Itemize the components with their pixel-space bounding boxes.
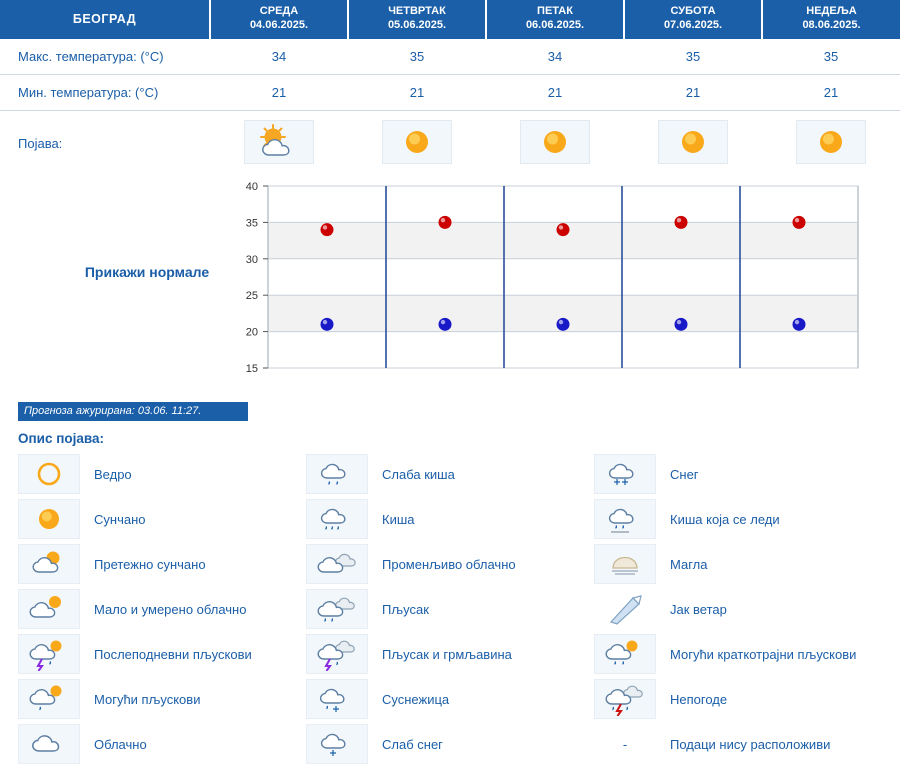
snow-icon (594, 454, 656, 494)
legend-label: Непогоде (670, 691, 728, 707)
max-temp-value: 34 (271, 48, 287, 64)
light-rain-icon (306, 454, 368, 494)
legend-label: Слаба киша (382, 466, 455, 482)
day-date: 06.06.2025. (525, 18, 585, 31)
phenomenon-cell-3 (624, 110, 762, 176)
few-moderate-clouds-icon (18, 589, 80, 629)
legend-label: Претежно сунчано (94, 556, 206, 572)
day-name: ПЕТАК (537, 5, 573, 17)
legend-item-possible-showers (18, 677, 306, 722)
legend-title: Опис појава: (18, 430, 104, 446)
svg-text:30: 30 (245, 253, 258, 266)
clear-icon (18, 454, 80, 494)
row-label: Мин. температура: (°C) (18, 84, 159, 100)
fog-icon (594, 544, 656, 584)
legend-label: Снег (670, 466, 699, 482)
day-date: 05.06.2025. (387, 18, 447, 31)
legend-label: Магла (670, 556, 708, 572)
legend-item-sunny (18, 497, 306, 542)
legend-label: Сунчано (94, 511, 146, 527)
legend-item-cloudy (18, 722, 306, 767)
svg-text:25: 25 (245, 289, 258, 302)
legend-label: Киша која се леди (670, 511, 780, 527)
legend-label: Послеподневни пљускови (94, 646, 252, 662)
legend-item-sleet (306, 677, 594, 722)
day-date: 07.06.2025. (663, 18, 723, 31)
min-temp-value: 21 (547, 84, 563, 100)
sunny-icon (520, 120, 590, 164)
day-name: СУБОТА (670, 5, 716, 17)
forecast-updated-banner: Прогноза ажурирана: 03.06. 11:27. (18, 402, 248, 421)
svg-text:35: 35 (245, 216, 258, 229)
min-temp-value: 21 (823, 84, 839, 100)
legend-item-light-snow (306, 722, 594, 767)
sunny-icon (658, 120, 728, 164)
legend-item-snow (594, 452, 884, 497)
max-temp-value: 35 (823, 48, 839, 64)
svg-text:40: 40 (245, 180, 258, 193)
legend-label: Могући краткотрајни пљускови (670, 646, 857, 662)
rain-icon (306, 499, 368, 539)
day-name: НЕДЕЉА (806, 5, 857, 17)
svg-text:15: 15 (245, 362, 258, 375)
phenomenon-cell-2 (486, 110, 624, 176)
legend-label: Могући пљускови (94, 691, 201, 707)
min-temp-value: 21 (409, 84, 425, 100)
table-row-phenomena (0, 110, 900, 176)
sleet-icon (306, 679, 368, 719)
city-header: БЕОГРАД (0, 0, 210, 39)
max-temp-value: 34 (547, 48, 563, 64)
forecast-table (0, 0, 900, 176)
legend-item-rain (306, 497, 594, 542)
table-row-max-temp (0, 39, 900, 74)
sunny-icon (18, 499, 80, 539)
legend-label: Пљусак и грмљавина (382, 646, 512, 662)
max-temp-value: 35 (685, 48, 701, 64)
legend-label: Мало и умерено облачно (94, 601, 247, 617)
legend-item-freezing-rain (594, 497, 884, 542)
day-header-4 (762, 0, 900, 39)
row-label: Појава: (18, 135, 63, 151)
freezing-rain-icon (594, 499, 656, 539)
strong-wind-icon (594, 589, 656, 629)
legend-item-mostly-sunny (18, 542, 306, 587)
day-header-0 (210, 0, 348, 39)
legend-label: Суснежица (382, 691, 450, 707)
possible-showers-icon (18, 679, 80, 719)
chart-canvas (0, 176, 900, 398)
legend-label: Ведро (94, 466, 132, 482)
day-header-3 (624, 0, 762, 39)
legend-item-clear (18, 452, 306, 497)
legend-item-no-data (594, 722, 884, 767)
afternoon-showers-icon (18, 634, 80, 674)
phenomenon-cell-1 (348, 110, 486, 176)
legend-item-partly-cloudy (306, 542, 594, 587)
day-date: 08.06.2025. (802, 18, 861, 31)
no-data-icon: - (622, 736, 628, 752)
legend-label: Подаци нису расположиви (670, 736, 831, 752)
cloudy-icon (18, 724, 80, 764)
legend-label: Променљиво облачно (382, 556, 516, 572)
legend-item-possible-brief-showers (594, 632, 884, 677)
day-header-2 (486, 0, 624, 39)
partly-cloudy-icon (306, 544, 368, 584)
thunderstorm-icon (306, 634, 368, 674)
min-temp-value: 21 (271, 84, 287, 100)
sunny-icon (796, 120, 866, 164)
table-row-min-temp (0, 74, 900, 110)
legend-item-afternoon-showers (18, 632, 306, 677)
legend-item-thunderstorm (306, 632, 594, 677)
mostly-sunny-icon (18, 544, 80, 584)
min-temp-value: 21 (685, 84, 701, 100)
svg-text:20: 20 (245, 326, 258, 339)
legend-item-shower (306, 587, 594, 632)
legend-item-light-rain (306, 452, 594, 497)
legend-grid (18, 452, 884, 767)
day-name: СРЕДА (259, 5, 299, 17)
table-header-row (0, 0, 900, 39)
light-snow-icon (306, 724, 368, 764)
day-date: 04.06.2025. (249, 18, 309, 31)
sunny-icon (382, 120, 452, 164)
phenomenon-cell-4 (762, 110, 900, 176)
partly-sunny-icon (244, 120, 314, 164)
phenomenon-cell-0 (210, 110, 348, 176)
legend-label: Пљусак (382, 601, 429, 617)
day-name: ЧЕТВРТАК (388, 5, 446, 17)
shower-icon (306, 589, 368, 629)
temperature-chart (0, 176, 900, 398)
day-header-1 (348, 0, 486, 39)
legend-item-fog (594, 542, 884, 587)
legend-item-severe-weather (594, 677, 884, 722)
severe-weather-icon (594, 679, 656, 719)
show-normals-button[interactable]: Прикажи нормале (84, 263, 210, 280)
legend-label: Облачно (94, 736, 147, 752)
possible-brief-showers-icon (594, 634, 656, 674)
legend-item-few-moderate-clouds (18, 587, 306, 632)
legend-label: Киша (382, 511, 415, 527)
row-label: Макс. температура: (°C) (18, 48, 164, 64)
legend-item-strong-wind (594, 587, 884, 632)
legend-label: Јак ветар (670, 601, 727, 617)
max-temp-value: 35 (409, 48, 425, 64)
legend-label: Слаб снег (382, 736, 443, 752)
